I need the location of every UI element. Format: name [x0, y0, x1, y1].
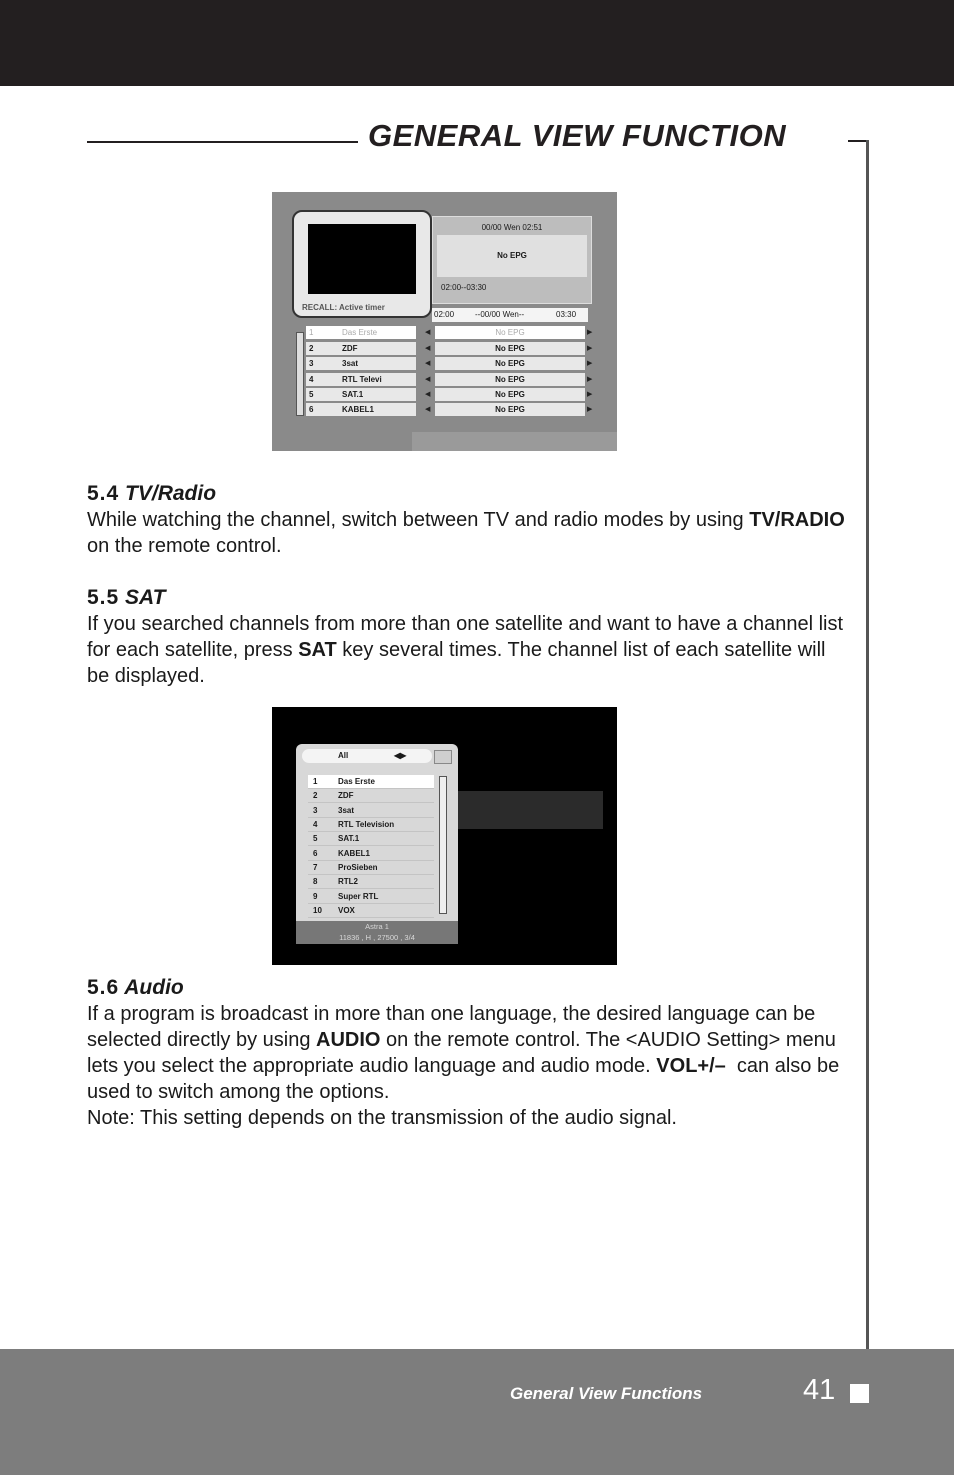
filter-selector[interactable]: [302, 749, 432, 763]
time-date: --00/00 Wen--: [475, 310, 525, 319]
recall-text: RECALL: Active timer: [302, 303, 385, 312]
channel-name: RTL2: [338, 877, 358, 886]
top-banner: [0, 0, 954, 86]
key-name: AUDIO: [316, 1029, 381, 1051]
margin-rule: [866, 140, 869, 1352]
channel-row[interactable]: [308, 832, 434, 846]
right-arrow-icon[interactable]: ▶: [587, 376, 593, 383]
right-arrow-icon[interactable]: ▶: [587, 345, 593, 352]
scrollbar[interactable]: [439, 776, 447, 914]
channel-name: ZDF: [342, 344, 358, 353]
video-area: [308, 224, 416, 294]
channel-row[interactable]: [306, 342, 416, 355]
section-number: 5.6: [87, 976, 120, 999]
body-text: While watching the channel, switch between TV and radio modes by using: [87, 509, 750, 531]
info-bar: [457, 791, 603, 829]
channel-list-panel: [296, 744, 458, 944]
channel-name: 3sat: [338, 806, 355, 815]
section-body: [87, 1001, 847, 1105]
epg-cell[interactable]: No EPG: [435, 342, 585, 355]
channel-row[interactable]: [308, 775, 434, 789]
channel-number: 2: [309, 344, 314, 353]
section-body: [87, 611, 847, 689]
channel-row[interactable]: [308, 904, 434, 918]
epg-cell[interactable]: No EPG: [435, 357, 585, 370]
right-arrow-icon[interactable]: ▶: [587, 329, 593, 336]
epg-cell[interactable]: No EPG: [435, 373, 585, 386]
channel-row[interactable]: [306, 403, 416, 416]
channel-name: KABEL1: [342, 405, 375, 414]
section-number: 5.5: [87, 586, 120, 609]
channel-number: 2: [313, 791, 318, 800]
tv-icon: [434, 750, 452, 764]
channel-row[interactable]: [308, 875, 434, 889]
left-arrow-icon[interactable]: ◀: [425, 345, 431, 352]
title-rule: [87, 141, 358, 143]
channel-name: SAT.1: [342, 390, 364, 399]
left-arrow-icon[interactable]: ◀: [425, 329, 431, 336]
left-arrow-icon[interactable]: ◀: [425, 406, 431, 413]
channel-number: 10: [313, 906, 322, 915]
transponder-info: 11836 , H , 27500 , 3/4: [339, 933, 415, 942]
section-heading: [87, 975, 847, 1001]
right-arrow-icon[interactable]: ▶: [587, 406, 593, 413]
body-text: If a program is broadcast in more than one language, the desired language can be selected directly by using: [87, 1003, 816, 1051]
section-title: SAT: [125, 586, 166, 609]
channel-number: 4: [309, 375, 314, 384]
info-date: 00/00 Wen 02:51: [481, 223, 543, 232]
channel-row[interactable]: [308, 789, 434, 803]
epg-info-box: [432, 216, 592, 304]
channel-row[interactable]: [306, 373, 416, 386]
epg-cell[interactable]: No EPG: [435, 326, 585, 339]
channel-number: 6: [313, 849, 318, 858]
channel-name: VOX: [338, 906, 355, 915]
section-audio: [87, 975, 847, 1131]
satellite-name: Astra 1: [365, 922, 389, 931]
channel-number: 4: [313, 820, 318, 829]
channel-row[interactable]: [306, 388, 416, 401]
section-heading: [87, 585, 847, 611]
info-range: 02:00--03:30: [441, 283, 487, 292]
satellite-info: [296, 921, 458, 944]
left-arrow-icon[interactable]: ◀: [425, 391, 431, 398]
channel-number: 7: [313, 863, 318, 872]
key-name: VOL+/–: [656, 1055, 726, 1077]
channel-row[interactable]: [308, 818, 434, 832]
channel-name: ProSieben: [338, 863, 378, 872]
section-sat: [87, 585, 847, 689]
left-arrow-icon[interactable]: ◀: [425, 360, 431, 367]
title-rule-right: [848, 140, 868, 142]
channel-name: 3sat: [342, 359, 359, 368]
section-tv-radio: [87, 481, 847, 559]
epg-screenshot: [272, 192, 617, 451]
channel-list-screenshot: [272, 707, 617, 965]
key-name: SAT: [298, 639, 337, 661]
channel-row[interactable]: [308, 804, 434, 818]
footer-band: [0, 1349, 954, 1475]
channel-number: 3: [309, 359, 314, 368]
channel-name: RTL Television: [338, 820, 395, 829]
left-arrow-icon[interactable]: ◀: [425, 376, 431, 383]
channel-number: 1: [313, 777, 318, 786]
channel-row[interactable]: [306, 357, 416, 370]
left-right-arrows-icon: ◀▶: [394, 751, 407, 760]
right-arrow-icon[interactable]: ▶: [587, 360, 593, 367]
channel-number: 1: [309, 328, 314, 337]
channel-name: KABEL1: [338, 849, 371, 858]
section-heading: [87, 481, 847, 507]
body-text: on the remote control. The <AUDIO Setting> menu lets you select the appropriate audio language and audio mode.: [87, 1029, 836, 1077]
footer-label: General View Functions: [510, 1384, 703, 1403]
info-epg: No EPG: [437, 235, 587, 277]
channel-number: 5: [313, 834, 318, 843]
time-start: 02:00: [434, 310, 455, 319]
channel-name: ZDF: [338, 791, 354, 800]
channel-number: 5: [309, 390, 314, 399]
key-name: TV/RADIO: [749, 509, 845, 531]
preview-window: [292, 210, 432, 318]
right-arrow-icon[interactable]: ▶: [587, 391, 593, 398]
channel-name: SAT.1: [338, 834, 360, 843]
body-text: If you searched channels from more than one satellite and want to have a channel list for each satellite, press: [87, 613, 844, 661]
channel-name: Das Erste: [338, 777, 375, 786]
channel-row[interactable]: [308, 861, 434, 875]
channel-name: RTL Televi: [342, 375, 382, 384]
channel-number: 6: [309, 405, 314, 414]
body-text: on the remote control.: [87, 535, 282, 557]
section-note: Note: This setting depends on the transmission of the audio signal.: [87, 1107, 677, 1129]
epg-cell[interactable]: No EPG: [435, 403, 585, 416]
bottom-strip: [412, 432, 617, 451]
section-number: 5.4: [87, 482, 120, 505]
body-text: can also be used to switch among the options.: [87, 1055, 845, 1103]
body-text: key several times. The channel list of each satellite will be displayed.: [87, 639, 826, 687]
channel-row[interactable]: [306, 326, 416, 339]
section-title: TV/Radio: [125, 482, 217, 505]
epg-cell[interactable]: No EPG: [435, 388, 585, 401]
page-number: 41: [803, 1374, 836, 1406]
channel-row[interactable]: [308, 890, 434, 904]
channel-number: 3: [313, 806, 318, 815]
page-title: GENERAL VIEW FUNCTION: [368, 118, 787, 153]
scrollbar[interactable]: [296, 332, 304, 416]
time-end: 03:30: [556, 310, 577, 319]
channel-row[interactable]: [308, 847, 434, 861]
channel-name: Super RTL: [338, 892, 379, 901]
channel-number: 8: [313, 877, 318, 886]
channel-name: Das Erste: [342, 328, 378, 337]
channel-number: 9: [313, 892, 318, 901]
section-title: Audio: [124, 976, 184, 999]
filter-label: All: [338, 751, 349, 760]
time-bar: [432, 308, 588, 322]
section-body: [87, 507, 847, 559]
page-marker: [850, 1384, 869, 1403]
